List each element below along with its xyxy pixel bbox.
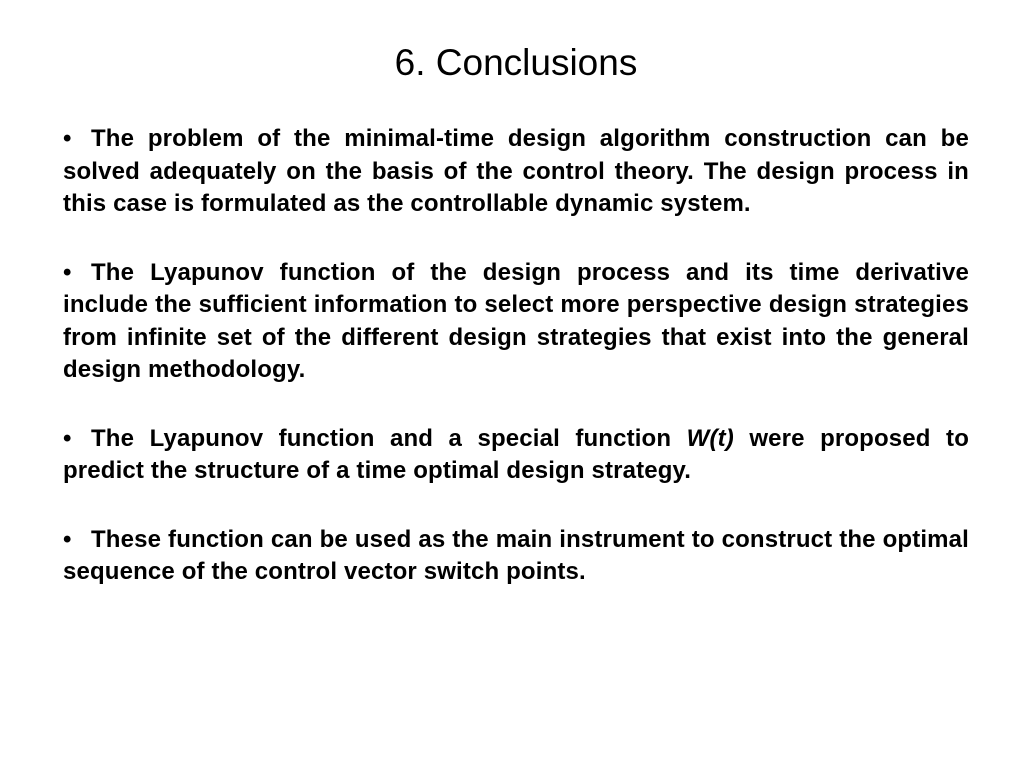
bullet-item-4 [63, 524, 969, 589]
bullet-symbol: • [63, 258, 72, 286]
bullet-item-2 [63, 257, 969, 387]
bullet-text: The Lyapunov function of the design process and its time derivative include the sufficient information to select more perspective design strategies from infinite set of the different design strategies that exist into the general design methodology. [63, 258, 969, 383]
bullet-symbol: • [63, 525, 72, 553]
bullet-text: The problem of the minimal-time design algorithm construction can be solved adequately on the basis of the control theory. The design process in this case is formulated as the controllable dynamic system. [63, 125, 969, 217]
bullet-item-1 [63, 123, 969, 221]
bullet-list [63, 123, 969, 625]
bullet-text: These function can be used as the main instrument to construct the optimal sequence of the control vector switch points. [63, 525, 969, 585]
bullet-symbol: • [63, 424, 72, 452]
bullet-symbol: • [63, 125, 72, 152]
bullet-text-after: were proposed to predict the structure of a time optimal design strategy. [63, 424, 970, 484]
slide-title: 6. Conclusions [394, 42, 638, 83]
bullet-item-3 [63, 423, 969, 488]
bullet-text-before: The Lyapunov function and a special function [91, 424, 687, 452]
function-symbol-w: W(t) [686, 424, 734, 452]
